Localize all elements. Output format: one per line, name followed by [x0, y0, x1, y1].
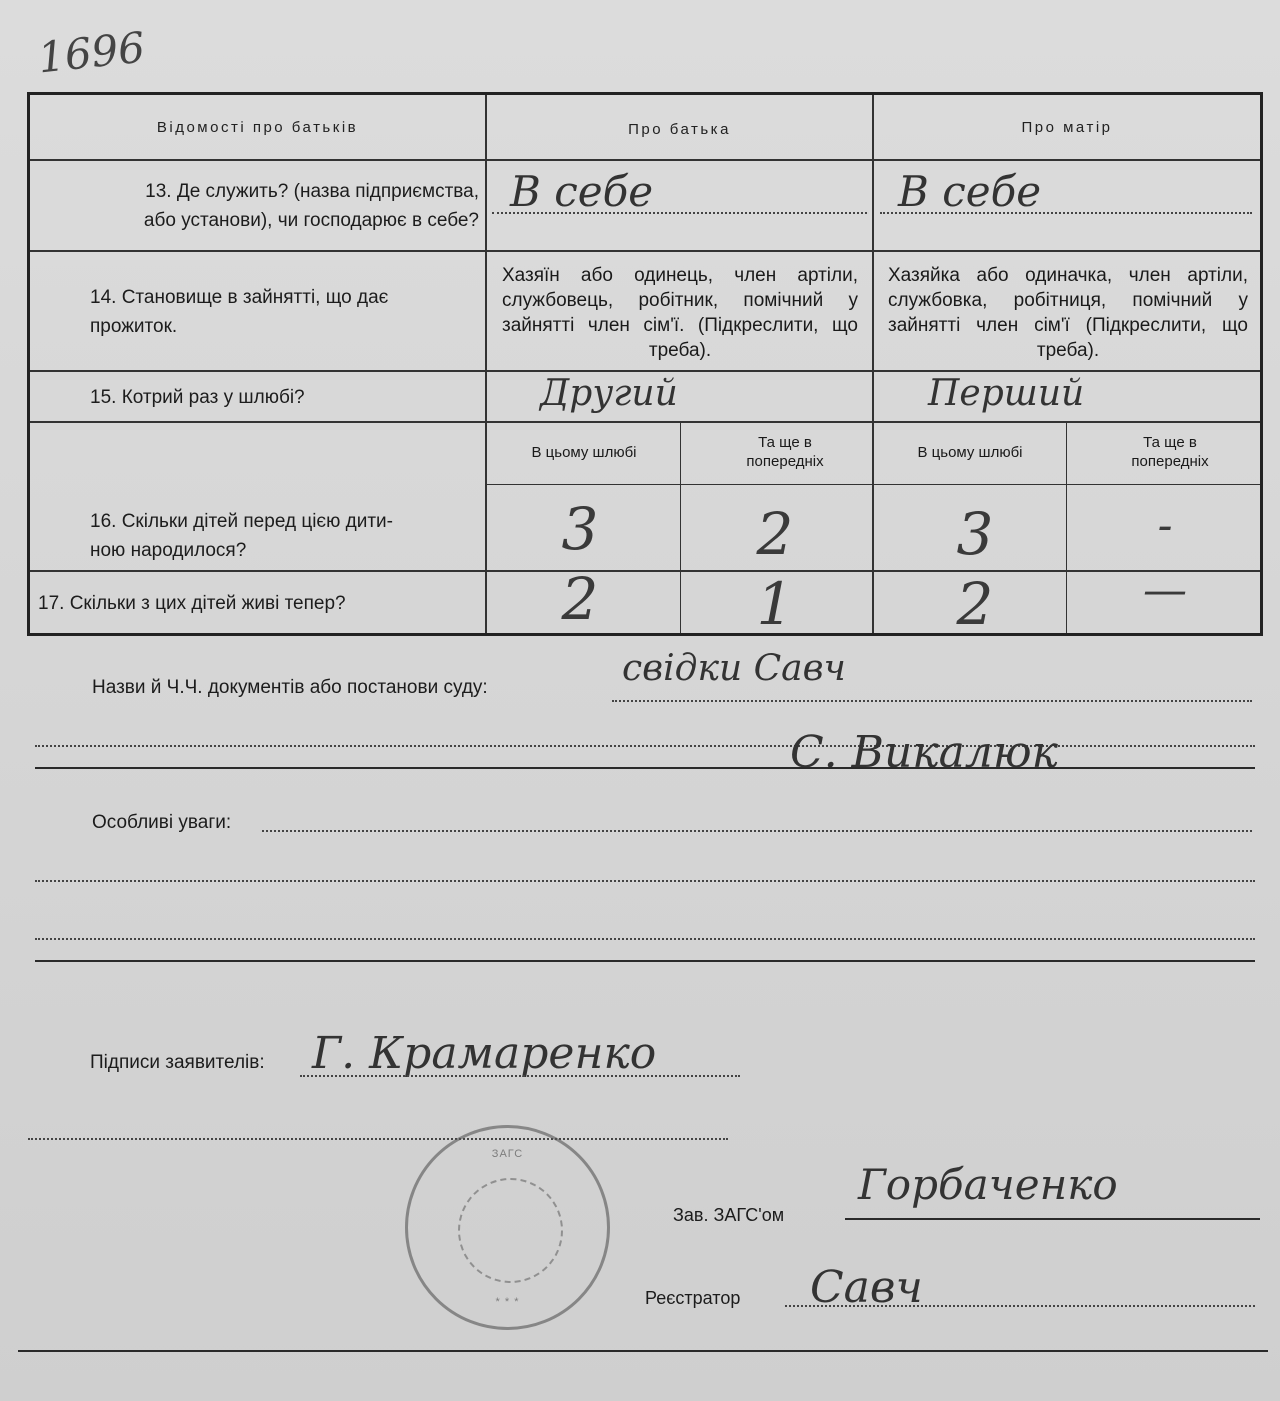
applicants-label: Підписи заявителів: — [90, 1052, 265, 1073]
row16-mother-this: 3 — [956, 500, 994, 568]
parents-table — [27, 92, 1263, 636]
header-parents-info: Відомості про батьків — [156, 119, 359, 136]
row17-father-this: 2 — [561, 565, 599, 633]
row17-mother-prev: — — [1143, 565, 1187, 616]
row13-mother-value: В себе — [898, 167, 1042, 216]
row17-mother-this: 2 — [956, 570, 994, 638]
applicants-signature: Г. Крамаренко — [312, 1028, 657, 1079]
registrar-label: Реєстратор — [645, 1288, 741, 1308]
row15-father-value: Другий — [540, 373, 678, 414]
row16-father-this: 3 — [561, 495, 599, 563]
head-signature: Горбаченко — [858, 1160, 1118, 1209]
row15-mother-value: Перший — [928, 373, 1085, 414]
subheader-father-previous: Та ще в попередніх — [746, 434, 824, 470]
row13-question: 13. Де служить? (назва підприємства, або установи), чи господарює в себе? — [143, 181, 479, 231]
documents-value-line2: С. Викалюк — [790, 727, 1058, 778]
header-father: Про батька — [628, 121, 731, 138]
row16-question: 16. Скільки дітей перед цією дити- ною народилося? — [90, 511, 393, 561]
notes-label: Особливі уваги: — [92, 812, 232, 833]
row16-father-prev: 2 — [756, 500, 794, 568]
subheader-mother-previous: Та ще в попередніх — [1131, 434, 1209, 470]
row13-father-value: В себе — [510, 167, 654, 216]
head-label: Зав. ЗАГС'ом — [673, 1205, 785, 1225]
row14-father-options: Хазяїн або одинець, член артіли, службовець, робітник, помічний у зайнятті член сім'ї. (Підкреслити, що треба). — [502, 265, 858, 361]
row17-father-prev: 1 — [756, 570, 794, 638]
row15-question: 15. Котрий раз у шлюбі? — [90, 387, 305, 408]
registrar-signature: Савч — [810, 1262, 923, 1313]
documents-value-line1: свідки Савч — [622, 648, 846, 689]
header-mother: Про матір — [1021, 119, 1113, 136]
subheader-father-this: В цьому шлюбі — [531, 444, 637, 461]
row16-mother-prev: - — [1157, 500, 1173, 551]
documents-label: Назви й Ч.Ч. документів або постанови суду: — [92, 677, 488, 698]
subheader-mother-this: В цьому шлюбі — [917, 444, 1023, 461]
row14-question: 14. Становище в зайнятті, що дає прожиток. — [90, 287, 389, 337]
official-seal: ЗАГС * * * — [405, 1125, 610, 1330]
row14-mother-options: Хазяйка або одиначка, член артіли, службовка, робітниця, помічний у зайнятті член сім'ї (Підкреслити, що треба). — [888, 265, 1248, 361]
archive-number: 1696 — [35, 22, 148, 83]
row17-question: 17. Скільки з цих дітей живі тепер? — [38, 593, 346, 614]
